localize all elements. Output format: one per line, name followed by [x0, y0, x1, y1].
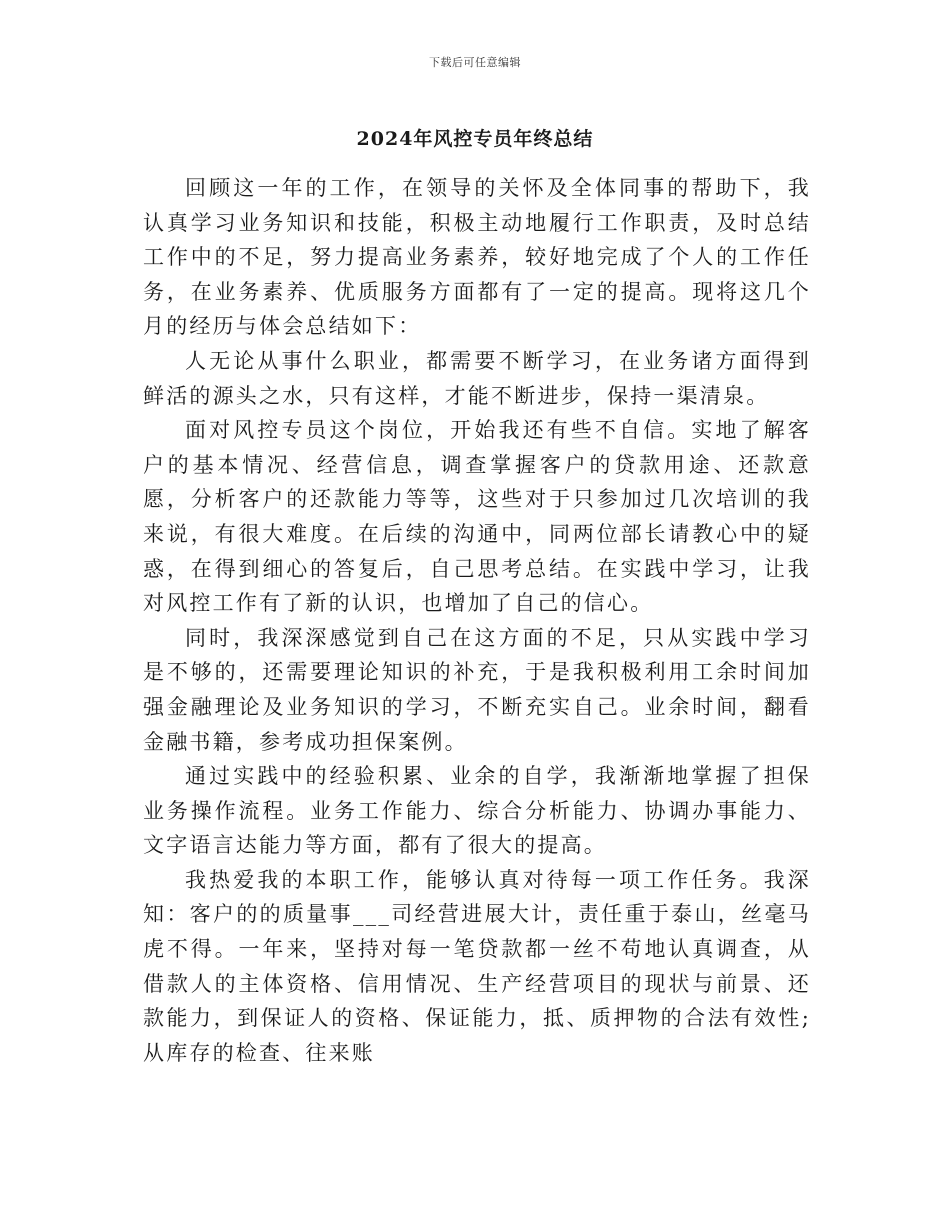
paragraph-theory: 同时，我深深感觉到自己在这方面的不足，只从实践中学习是不够的，还需要理论知识的补充，于是我积极利用工余时间加强金融理论及业务知识的学习，不断充实自己。业余时间，翻看金融书籍，参考成功担保案例。	[143, 625, 811, 754]
paragraph-role: 面对风控专员这个岗位，开始我还有些不自信。实地了解客户的基本情况、经营信息，调查掌握客户的贷款用途、还款意愿，分析客户的还款能力等等，这些对于只参加过几次培训的我来说，有很大难度。在后续的沟通中，同两位部长请教心中的疑惑，在得到细心的答复后，自己思考总结。在实践中学习，让我对风控工作有了新的认识，也增加了自己的信心。	[143, 418, 811, 616]
paragraph-intro: 回顾这一年的工作，在领导的关怀及全体同事的帮助下，我认真学习业务知识和技能，积极主动地履行工作职责，及时总结工作中的不足，努力提高业务素养，较好地完成了个人的工作任务，在业务素养、优质服务方面都有了一定的提高。现将这几个月的经历与体会总结如下：	[143, 176, 811, 339]
document-body	[143, 171, 811, 1070]
paragraph-progress: 通过实践中的经验积累、业余的自学，我渐渐地掌握了担保业务操作流程。业务工作能力、综合分析能力、协调办事能力、文字语言达能力等方面，都有了很大的提高。	[143, 764, 811, 858]
paragraph-diligence: 我热爱我的本职工作，能够认真对待每一项工作任务。我深知：客户的的质量事___司经营进展大计，责任重于泰山，丝毫马虎不得。一年来，坚持对每一笔贷款都一丝不苟地认真调查，从借款人的主体资格、信用情况、生产经营项目的现状与前景、还款能力，到保证人的资格、保证能力，抵、质押物的合法有效性;从库存的检查、往来账	[143, 867, 811, 1065]
header-note: 下载后可任意编辑	[429, 56, 521, 69]
paragraph-learning: 人无论从事什么职业，都需要不断学习，在业务诸方面得到鲜活的源头之水，只有这样，才能不断进步，保持一渠清泉。	[143, 348, 811, 408]
document-title: 2024年风控专员年终总结	[356, 128, 594, 150]
